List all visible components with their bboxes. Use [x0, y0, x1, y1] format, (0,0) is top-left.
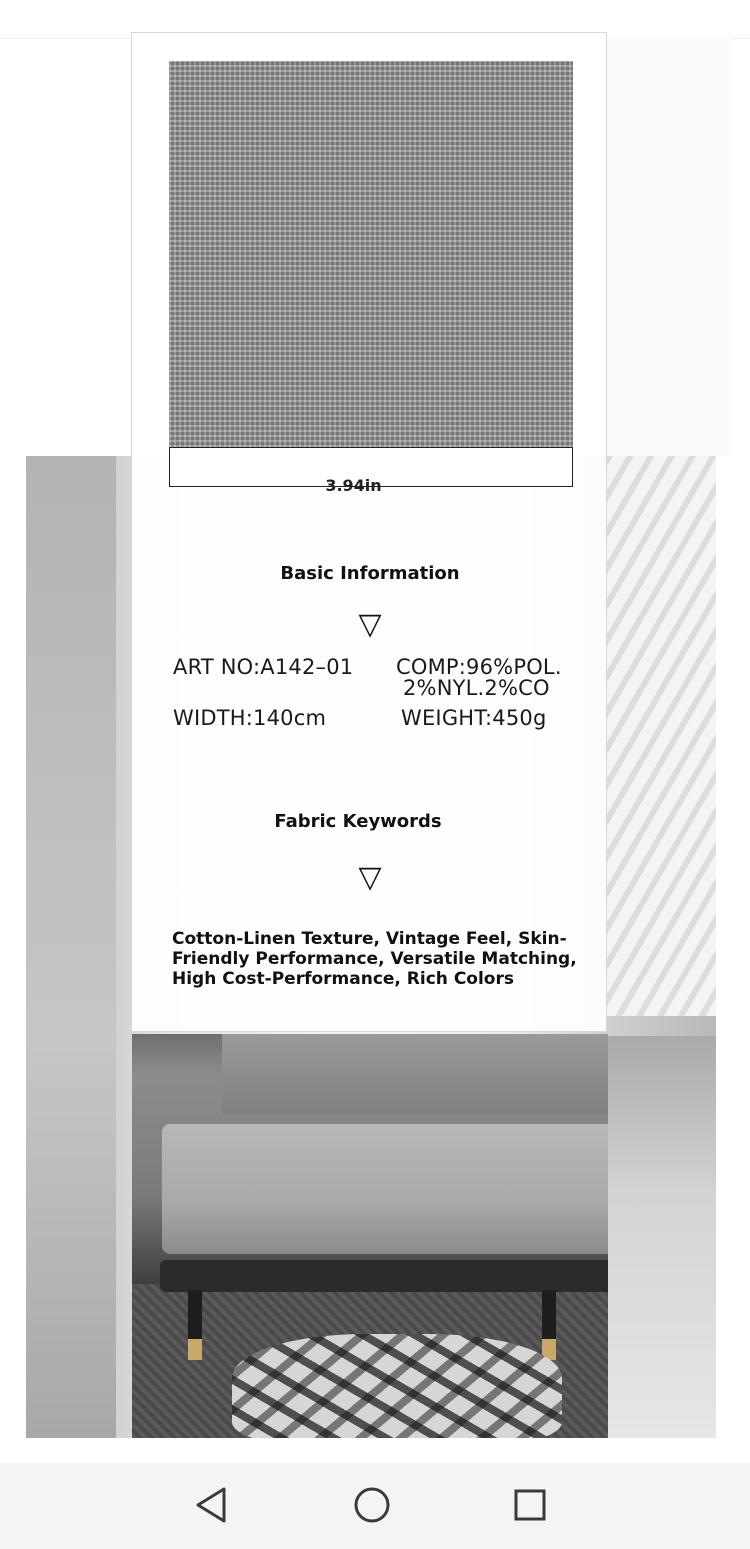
plaid-pillow [232, 1334, 562, 1438]
fabric-keywords-text: Cotton-Linen Texture, Vintage Feel, Skin-Friendly Performance, Versatile Matching, High Cost-Performance, Rich Colors [172, 929, 577, 989]
weight-text: WEIGHT:450g [401, 706, 547, 730]
recents-square-icon[interactable] [508, 1483, 552, 1527]
sofa-seat-cushion [162, 1124, 608, 1254]
fabric-swatch-image [169, 61, 573, 447]
fabric-keywords-title: Fabric Keywords [274, 811, 442, 832]
composition-line2: 2%NYL.2%CO [403, 676, 550, 700]
home-circle-icon[interactable] [350, 1483, 394, 1527]
android-navigation-bar [0, 1463, 750, 1549]
basic-information-title: Basic Information [280, 563, 460, 584]
sofa-base [160, 1260, 608, 1292]
background-stripes [606, 456, 716, 1016]
swatch-size-label: 3.94in [325, 476, 382, 495]
composition-line1: COMP:96%POL. [396, 655, 562, 679]
background-wall-right [606, 1036, 716, 1438]
keywords-arrow-icon: ▽ [358, 860, 382, 895]
art-no-text: ART NO:A142–01 [173, 655, 354, 679]
back-triangle-icon[interactable] [190, 1483, 234, 1527]
sofa-leg [542, 1290, 556, 1360]
sofa-backrest [222, 1034, 608, 1114]
width-text: WIDTH:140cm [173, 706, 327, 730]
product-info-card [131, 32, 607, 1032]
sofa-lifestyle-photo [132, 1034, 608, 1438]
sofa-leg [188, 1290, 202, 1360]
basic-info-arrow-icon: ▽ [358, 607, 382, 642]
background-wall-left [26, 456, 116, 1438]
